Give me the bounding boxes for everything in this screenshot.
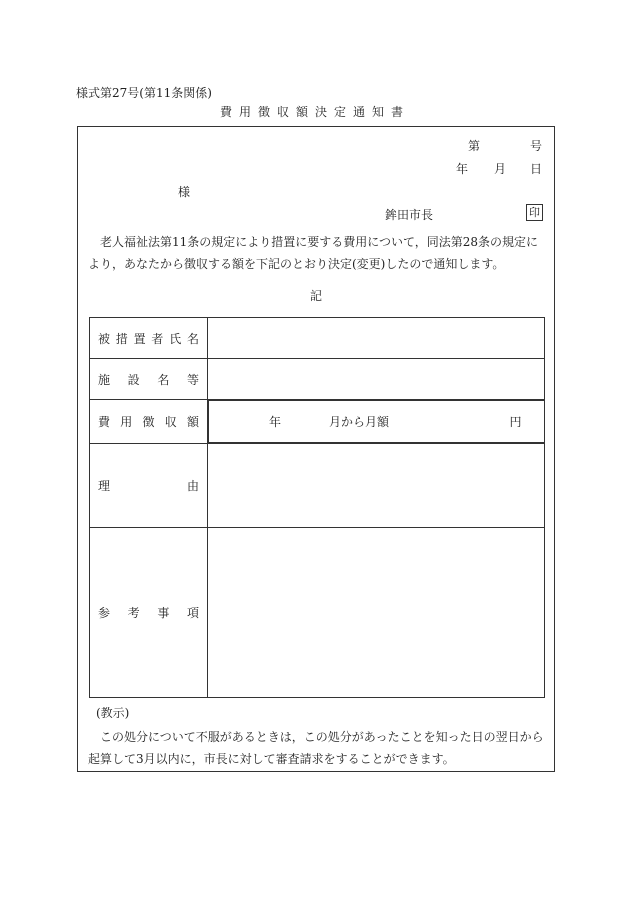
label-char: 額 [186,415,199,429]
spread-label [98,604,199,621]
table-row [90,318,545,359]
label-char: 施 [98,372,111,387]
note-label: (教示) [96,706,130,720]
number-prefix: 第 [468,139,481,153]
label-char: 項 [186,606,199,620]
note-text: この処分について不服があるときは，この処分があったことを知った日の翌日から起算して3月以内に，市長に対して審査請求をすることができます。 [88,730,544,766]
body-text: 老人福祉法第11条の規定により措置に要する費用について，同法第28条の規定により，あなたから徴収する額を下記のとおり決定(変更)したので通知します。 [88,235,539,271]
label-cell [90,528,208,698]
label-char: 名 [186,331,199,346]
label-char: 考 [127,606,140,620]
reason-value-cell [208,444,545,528]
fee-value-cell [208,400,545,443]
label-char: 事 [157,606,170,620]
form-frame [77,126,555,772]
spread-label [98,330,199,347]
spread-label [98,371,199,388]
date-month: 月 [494,162,507,176]
label-char: 費 [98,415,111,429]
label-char: 等 [186,372,199,387]
fee-year: 年 [269,415,282,429]
table-row [90,444,545,528]
label-char: 者 [151,331,164,346]
label-char: 徴 [142,415,155,429]
document-title: 費用徴収額決定通知書 [219,105,410,119]
label-char: 参 [98,606,111,620]
label-cell [90,359,208,400]
label-char: 由 [186,479,199,493]
label-char: 置 [133,331,146,346]
issuer: 鉾田市長 [385,208,434,222]
detail-table [89,317,545,698]
table-row [90,400,545,444]
label-cell [90,444,208,528]
spread-label [98,413,199,430]
date-year: 年 [456,162,469,176]
form-number: 様式第27号(第11条関係) [76,86,212,100]
number-suffix: 号 [530,139,543,153]
label-cell [90,400,208,444]
label-char: 被 [98,331,111,346]
spread-label [98,477,199,494]
addressee-suffix: 様 [178,185,191,199]
label-char: 氏 [169,331,182,346]
label-cell [90,318,208,359]
table-row [90,359,545,400]
notes-value-cell [208,528,545,698]
name-value-cell [208,318,545,359]
facility-value-cell [208,359,545,400]
ki-heading: 記 [310,289,323,303]
label-char: 用 [120,415,133,429]
label-char: 措 [115,331,128,346]
table-row [90,528,545,698]
label-char: 名 [157,372,170,387]
label-char: 設 [127,372,140,387]
label-char: 理 [98,479,111,493]
seal-mark: 印 [526,204,543,221]
fee-yen: 円 [509,415,522,429]
fee-month-from: 月から月額 [329,415,390,429]
label-char: 収 [164,415,177,429]
date-day: 日 [530,162,543,176]
